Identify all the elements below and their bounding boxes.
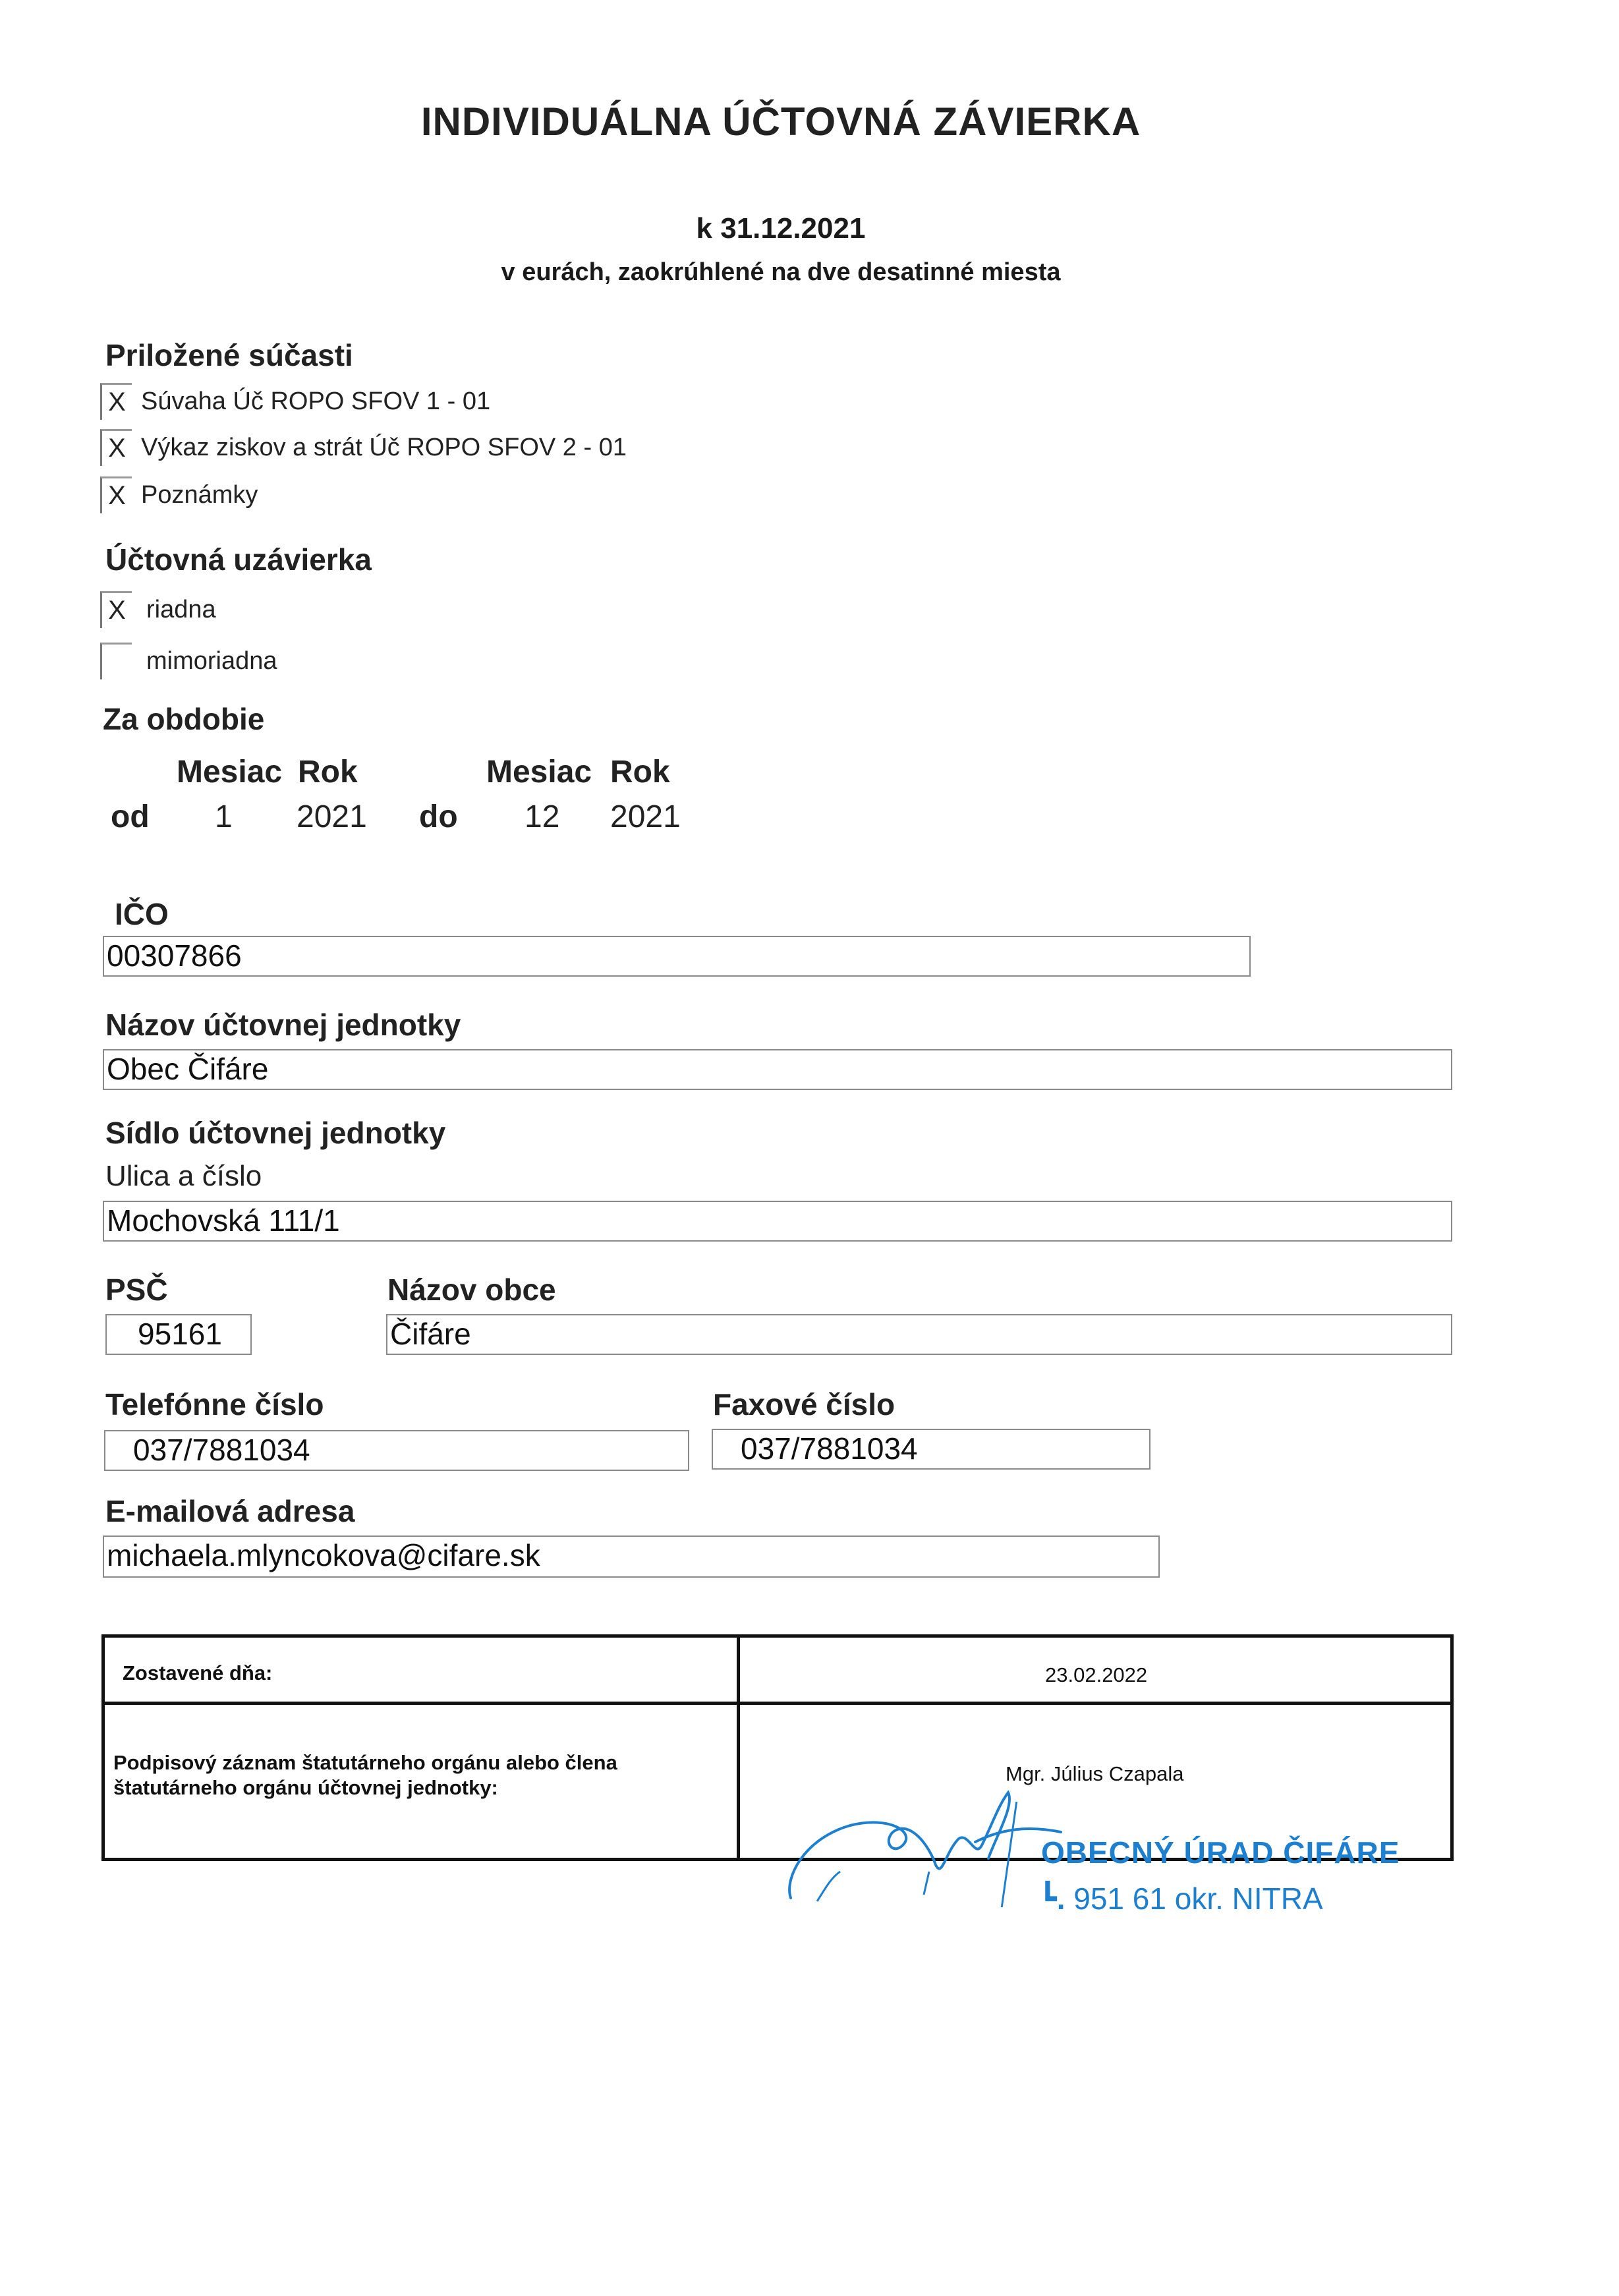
period-from-label: od [111, 799, 150, 834]
stamp-line1: OBECNÝ ÚRAD ČIFÁRE [1041, 1835, 1400, 1870]
attachment-label: Súvaha Úč ROPO SFOV 1 - 01 [141, 387, 491, 415]
closing-checkbox[interactable]: X [100, 591, 132, 628]
signature-label-line1: Podpisový záznam štatutárneho orgánu alebo člena [113, 1751, 617, 1774]
table-divider [101, 1702, 1454, 1705]
compiled-date-label: Zostavené dňa: [123, 1661, 273, 1684]
attachment-checkbox[interactable]: X [100, 429, 132, 466]
stamp-mark-icon: ┗. [1038, 1881, 1065, 1916]
table-divider [737, 1634, 740, 1861]
entity-name-label: Názov účtovnej jednotky [105, 1008, 461, 1042]
signature-label-line2: štatutárneho orgánu účtovnej jednotky: [113, 1776, 498, 1799]
attachment-item-income-statement[interactable] [100, 428, 627, 467]
compiled-date-value[interactable]: 23.02.2022 [1045, 1663, 1148, 1686]
document-title: INDIVIDUÁLNA ÚČTOVNÁ ZÁVIERKA [420, 100, 1141, 144]
attachment-label: Výkaz ziskov a strát Úč ROPO SFOV 2 - 01 [141, 433, 627, 461]
closing-option-regular[interactable] [100, 590, 216, 629]
street-field[interactable]: Mochovská 111/1 [103, 1201, 1452, 1242]
stamp-line2 [1038, 1881, 1323, 1916]
period-to-month-label: Mesiac [486, 755, 592, 789]
document-subtitle: v eurách, zaokrúhlené na dve desatinné miesta [501, 258, 1061, 286]
period-to-year: 2021 [610, 799, 681, 834]
handwritten-signature [778, 1779, 1067, 1911]
street-label: Ulica a číslo [105, 1160, 262, 1192]
entity-name-field[interactable]: Obec Čifáre [103, 1049, 1452, 1090]
phone-label: Telefónne číslo [105, 1387, 324, 1421]
period-from-month: 1 [215, 799, 233, 834]
closing-checkbox[interactable] [100, 643, 132, 679]
psc-label: PSČ [105, 1273, 168, 1307]
ico-field[interactable]: 00307866 [103, 936, 1251, 977]
attachment-item-balance-sheet[interactable] [100, 382, 490, 420]
attachment-item-notes[interactable] [100, 476, 258, 514]
phone-field[interactable]: 037/7881034 [104, 1430, 689, 1471]
period-from-month-label: Mesiac [177, 755, 283, 789]
period-to-month: 12 [525, 799, 560, 834]
period-from-year: 2021 [297, 799, 367, 834]
attachment-label: Poznámky [141, 480, 258, 509]
attachments-heading: Priložené súčasti [105, 338, 353, 372]
attachment-checkbox[interactable]: X [100, 476, 132, 513]
city-label: Názov obce [387, 1273, 556, 1307]
psc-field[interactable]: 95161 [105, 1314, 252, 1355]
fax-label: Faxové číslo [713, 1387, 895, 1421]
period-to-label: do [419, 799, 458, 834]
closing-label: riadna [146, 595, 216, 623]
city-field[interactable]: Čifáre [386, 1314, 1452, 1355]
period-heading: Za obdobie [103, 702, 265, 736]
period-to-year-label: Rok [610, 755, 670, 789]
attachment-checkbox[interactable]: X [100, 383, 132, 420]
seat-label: Sídlo účtovnej jednotky [105, 1116, 446, 1150]
closing-heading: Účtovná uzávierka [105, 542, 372, 577]
closing-option-extraordinary[interactable] [100, 642, 277, 680]
closing-label: mimoriadna [146, 646, 277, 675]
signatory-name: Mgr. Július Czapala [1006, 1762, 1184, 1785]
fax-field[interactable]: 037/7881034 [712, 1429, 1150, 1470]
email-label: E-mailová adresa [105, 1494, 355, 1528]
email-field[interactable]: michaela.mlyncokova@cifare.sk [103, 1535, 1160, 1578]
ico-label: IČO [115, 897, 169, 931]
period-from-year-label: Rok [298, 755, 358, 789]
stamp-line2-text: 951 61 okr. NITRA [1073, 1881, 1323, 1916]
document-date: k 31.12.2021 [696, 212, 866, 244]
